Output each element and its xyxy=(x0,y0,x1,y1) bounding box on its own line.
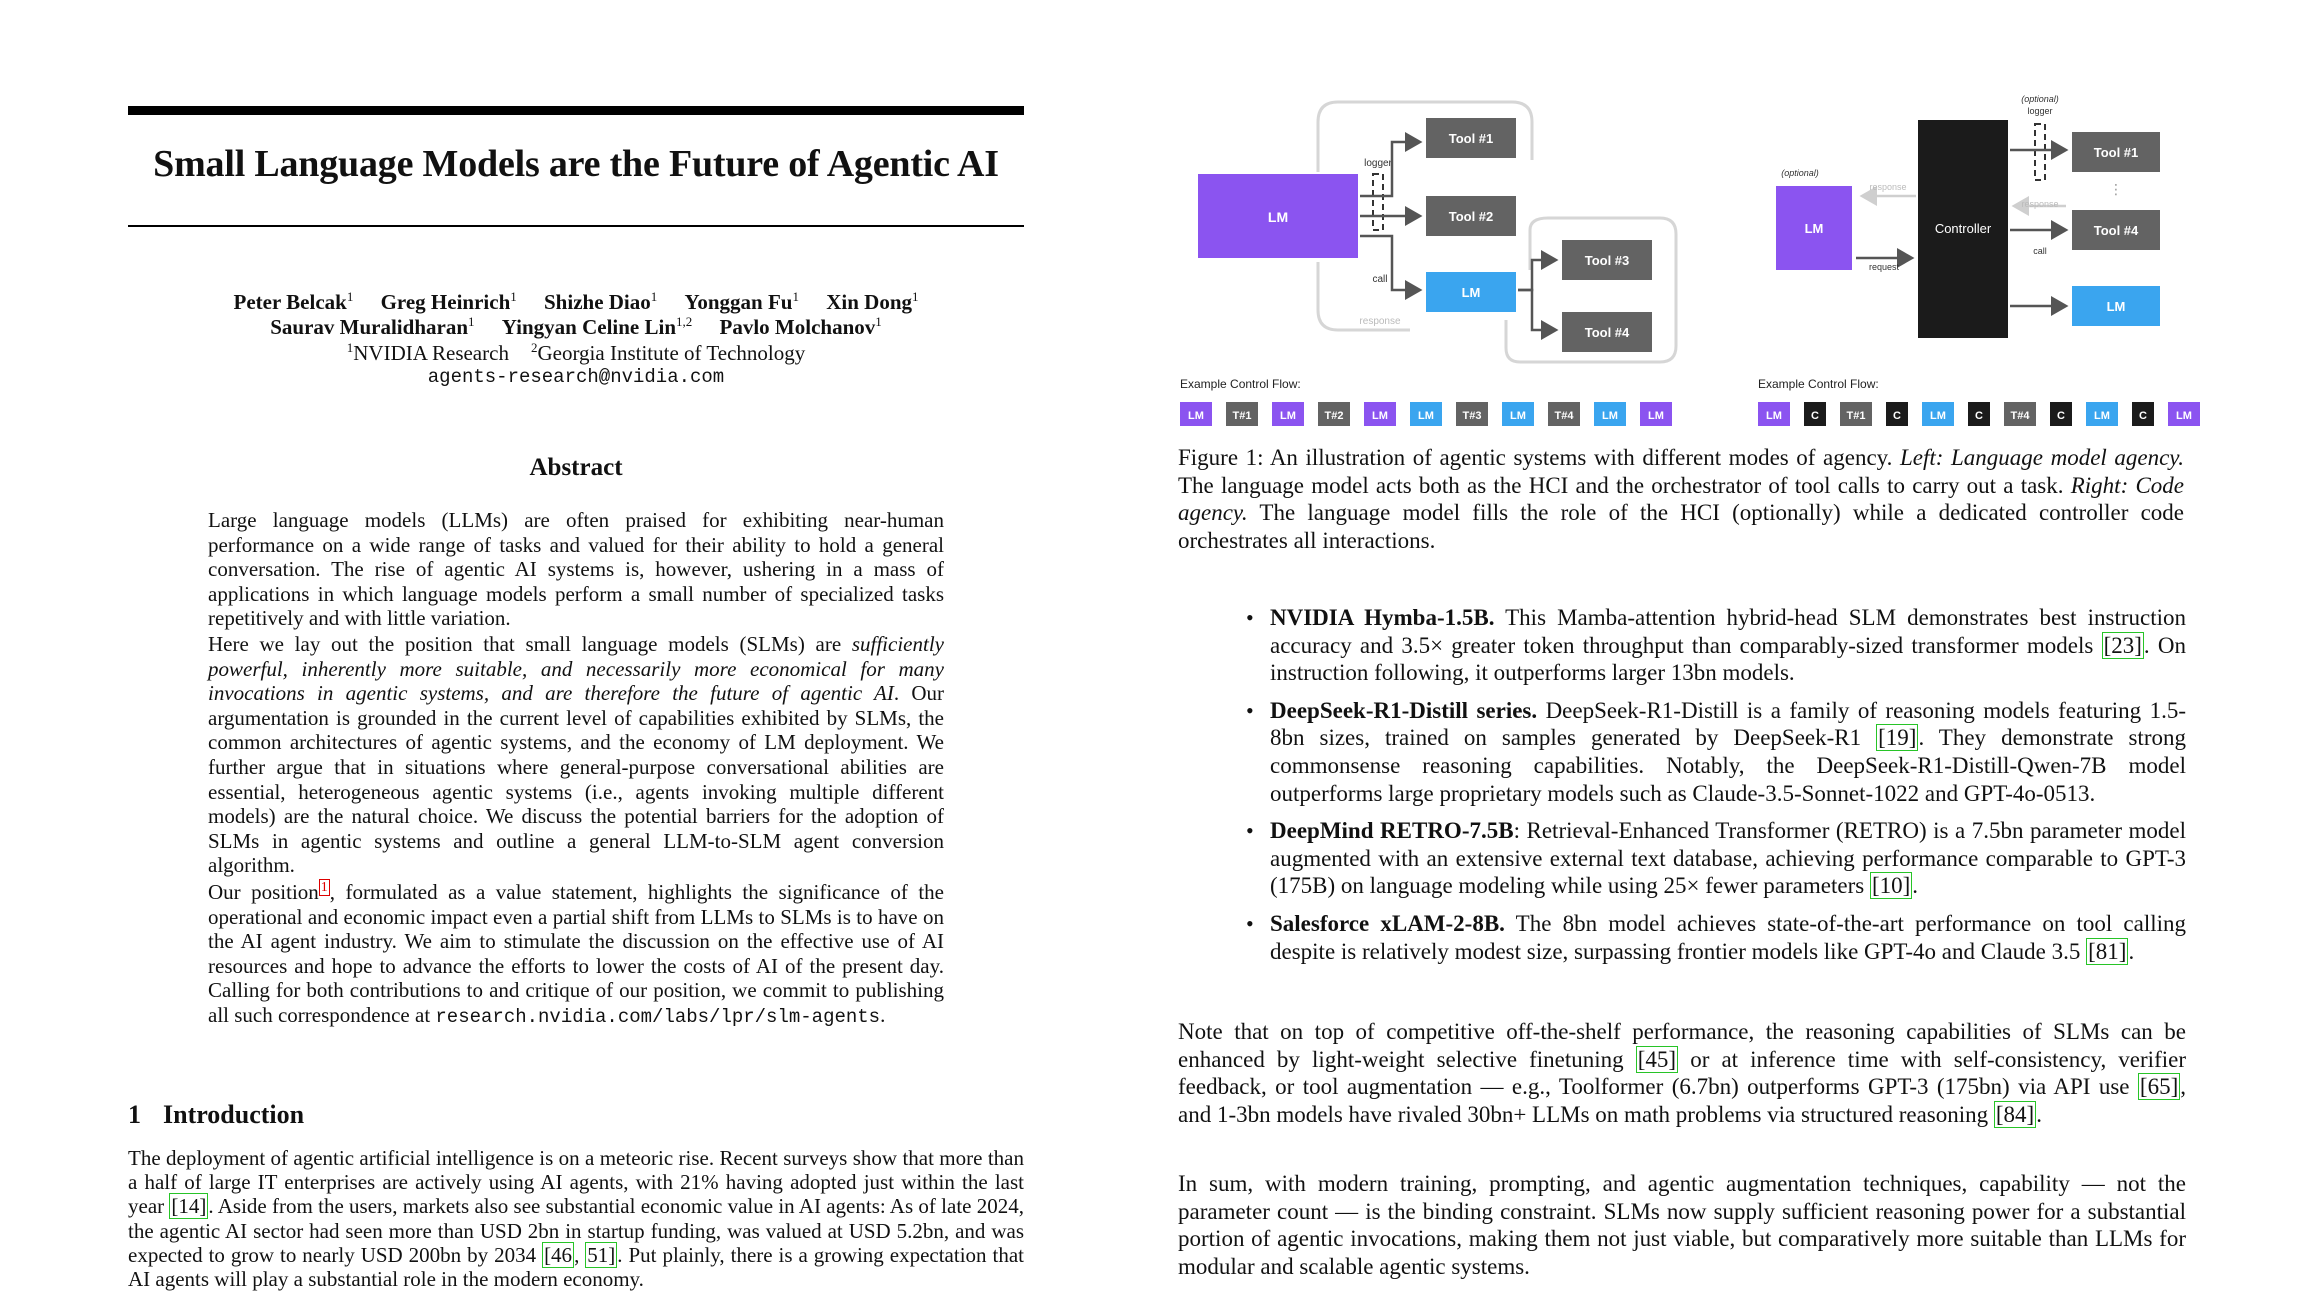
note-paragraph: Note that on top of competitive off-the-shelf performance, the reasoning capabilities of SLMs can be enhanced by light-weight selective finetuning [45] or at inference time with self-consistency, verifier feedback, or tool augmentation — e.g., Toolformer (6.7bn) outperforms GPT-3 (175bn) via API use [65], and 1-3bn models have rivaled 30bn+ LLMs on math problems via structured reasoning [84]. xyxy=(1178,1019,2186,1127)
abstract-heading: Abstract xyxy=(529,454,623,481)
citation-link[interactable]: [65] xyxy=(2139,1074,2179,1100)
introduction-paragraph: The deployment of agentic artificial intelligence is on a meteoric rise. Recent surveys show that more than a half of large IT enterprises are actively using AI agents, with 21% having adopted just within the last year [14]. Aside from the users, markets also see substantial economic value in AI agents: As of late 2024, the agentic AI sector had seen more than USD 2bn in startup funding, was valued at USD 5.2bn, and was expected to grow to nearly USD 200bn by 2034 [46, 51]. Put plainly, there is a growing expectation that AI agents will play a substantial role in the modern economy. xyxy=(128,1146,1024,1292)
citation-link[interactable]: [45] xyxy=(1637,1046,1677,1072)
ellipsis-dots: ⋮ xyxy=(2109,181,2123,197)
affiliations: $^1$NVIDIA Research $^2$Georgia Institute of Technology xyxy=(346,340,806,365)
tool-1-label: Tool #1 xyxy=(1448,131,1494,146)
citation-link[interactable]: [19] xyxy=(1878,725,1917,751)
optional-logger-label: (optional) xyxy=(2021,94,2059,104)
tool-2-label: Tool #2 xyxy=(1448,209,1494,224)
author-line-2: Saurav Muralidharan$^1$ Yingyan Celine Lin$^{1,2}$ Pavlo Molchanov$^1$ xyxy=(270,314,882,339)
right-diagram-code-agency xyxy=(1758,94,2200,426)
slm-examples-list xyxy=(1248,604,2186,975)
citation-link[interactable]: [46 xyxy=(544,1242,573,1267)
position-url[interactable]: research.nvidia.com/labs/lpr/slm-agents xyxy=(435,1005,881,1028)
response-label: response xyxy=(1359,316,1401,327)
citation-link[interactable]: [10] xyxy=(1871,873,1911,899)
optional-lm-label: (optional) xyxy=(1781,168,1819,178)
right-lm2-label: LM xyxy=(2106,299,2126,314)
citation-link[interactable]: [14] xyxy=(171,1194,207,1219)
flow-chip-label: T#1 xyxy=(1232,410,1252,422)
contact-email[interactable]: agents-research@nvidia.com xyxy=(427,366,725,388)
flow-chip-label: LM xyxy=(2176,410,2192,422)
sub-lm-label: LM xyxy=(1461,285,1481,300)
lm-label: LM xyxy=(1267,209,1289,225)
logger-label: logger xyxy=(1364,158,1392,169)
tool-3-label: Tool #3 xyxy=(1584,253,1630,268)
flow-chip-label: LM xyxy=(1766,410,1782,422)
abstract-paragraph-1: Large language models (LLMs) are often praised for exhibiting near-human performance on a wide range of tasks and valued for their ability to hold a general conversation. The rise of agentic AI systems is, however, ushering in a mass of applications in which language models perform a small number of specialized tasks repetitively and with little variation. xyxy=(208,508,944,631)
logger-dashed-box xyxy=(1373,174,1383,230)
flow-chip-label: C xyxy=(1975,410,1983,422)
section-heading-introduction: 1 Introduction xyxy=(128,1100,305,1129)
call-label: call xyxy=(1372,274,1388,285)
request-label: request xyxy=(1868,262,1900,272)
right-tool-1-label: Tool #1 xyxy=(2093,145,2139,160)
right-lm-label: LM xyxy=(1804,221,1824,236)
flow-chip-label: LM xyxy=(1280,410,1296,422)
citation-link[interactable]: [23] xyxy=(2103,632,2142,658)
figure-caption: Figure 1: An illustration of agentic systems with different modes of agency. Left: Language model agency. The language model acts both as the HCI and the orchestrator of tool calls to carry out a task. Right: Code agency. The language model fills the role of the HCI (optionally) while a dedicated controller code orchestrates all interactions. xyxy=(1178,445,2184,553)
flow-chip-label: LM xyxy=(2094,410,2110,422)
flow-chip-label: LM xyxy=(1418,410,1434,422)
right-tool-4-label: Tool #4 xyxy=(2093,223,2139,238)
tool-4-label: Tool #4 xyxy=(1584,325,1630,340)
paper-title: Small Language Models are the Future of Agentic AI xyxy=(153,143,999,185)
figure-agentic-systems xyxy=(1176,90,2192,440)
title-top-rule xyxy=(128,106,1024,115)
left-diagram-language-model-agency xyxy=(1180,102,1676,426)
right-flow-label: Example Control Flow: xyxy=(1758,377,1879,391)
left-flow-label: Example Control Flow: xyxy=(1180,377,1301,391)
flow-chip-label: T#3 xyxy=(1462,410,1482,422)
flow-chip-label: LM xyxy=(1648,410,1664,422)
list-item: • Salesforce xLAM-2-8B. The 8bn model achieves state-of-the-art performance on tool calling despite is relatively modest size, surpassing frontier models like GPT-4o and Claude 3.5 [81]. xyxy=(1246,910,2187,964)
footnote-link[interactable]: 1 xyxy=(320,880,328,895)
flow-chip-label: LM xyxy=(1188,410,1204,422)
flow-chip-label: T#1 xyxy=(1846,410,1866,422)
summary-paragraph: In sum, with modern training, prompting, and agentic augmentation techniques, capability — not the parameter count — is the binding constraint. SLMs now supply sufficient reasoning power for a substantial portion of agentic invocations, making them not just viable, but comparatively more suitable than LLMs for modular and scalable agentic systems. xyxy=(1178,1171,2186,1279)
controller-label: Controller xyxy=(1934,221,1992,236)
response-top-label: response xyxy=(1869,182,1907,192)
flow-chip-label: LM xyxy=(1372,410,1388,422)
left-control-flow-chips xyxy=(1180,402,1672,426)
flow-chip-label: C xyxy=(2057,410,2065,422)
flow-chip-label: C xyxy=(2139,410,2147,422)
right-logger-label: logger xyxy=(2027,106,2053,116)
abstract-paragraph-2: Here we lay out the position that small language models (SLMs) are sufficiently powerful, inherently more suitable, and necessarily more economical for many invocations in agentic systems, and are therefore the future of agentic AI. Our argumentation is grounded in the current level of capabilities exhibited by SLMs, the common architectures of agentic systems, and the economy of LM deployment. We further argue that in situations where general-purpose conversational abilities are essential, heterogeneous agentic systems (i.e., agents invoking multiple different models) are the natural choice. We discuss the potential barriers for the adoption of SLMs in agentic systems and outline a general LLM-to-SLM agent conversion algorithm. xyxy=(208,632,944,878)
flow-chip-label: T#2 xyxy=(1324,410,1344,422)
title-bottom-rule xyxy=(128,225,1024,227)
response-mid-label: response xyxy=(2021,199,2059,209)
list-item: • NVIDIA Hymba-1.5B. This Mamba-attention hybrid-head SLM demonstrates best instruction accuracy and 3.5× greater token throughput than comparably-sized transformer models [23]. On instruction following, it outperforms larger 13bn models. xyxy=(1246,605,2186,686)
flow-chip-label: C xyxy=(1811,410,1819,422)
right-call-label: call xyxy=(2033,246,2047,256)
flow-chip-label: T#4 xyxy=(1554,410,1574,422)
citation-link[interactable]: [81] xyxy=(2088,938,2127,964)
citation-link[interactable]: 51] xyxy=(587,1242,616,1267)
flow-chip-label: LM xyxy=(1602,410,1618,422)
abstract-paragraph-3: Our position $^1$, formulated as a value statement, highlights the significance of the operational and economic impact even a partial shift from LLMs to SLMs is to have on the AI agent industry. We aim to stimulate the discussion on the effective use of AI resources and hope to advance the efforts to lower the costs of AI of the present day. Calling for both contributions to and critique of our position, we commit to publishing all such correspondence at research.nvidia.com/labs/lpr/slm-agents. xyxy=(208,880,944,1028)
flow-chip-label: LM xyxy=(1510,410,1526,422)
flow-chip-label: LM xyxy=(1930,410,1946,422)
citation-link[interactable]: [84] xyxy=(1995,1101,2035,1127)
author-line-1: Peter Belcak$^1$ Greg Heinrich$^1$ Shizhe Diao$^1$ Yonggan Fu$^1$ Xin Dong$^1$ xyxy=(233,289,919,314)
flow-chip-label: T#4 xyxy=(2010,410,2030,422)
flow-chip-label: C xyxy=(1893,410,1901,422)
right-logger-dashed-box xyxy=(2035,124,2045,180)
list-item: • DeepSeek-R1-Distill series. DeepSeek-R1-Distill is a family of reasoning models featuring 1.5-8bn sizes, trained on samples generated by DeepSeek-R1 [19]. They demonstrate strong commonsense reasoning capabilities. Notably, the DeepSeek-R1-Distill-Qwen-7B model outperforms large proprietary models such as Claude-3.5-Sonnet-1022 and GPT-4o-0513. xyxy=(1246,697,2186,806)
right-control-flow-chips xyxy=(1758,402,2200,426)
list-item: • DeepMind RETRO-7.5B: Retrieval-Enhanced Transformer (RETRO) is a 7.5bn parameter model augmented with an extensive external text database, achieving performance comparable to GPT-3 (175B) on language modeling while using 25× fewer parameters [10]. xyxy=(1246,818,2186,899)
